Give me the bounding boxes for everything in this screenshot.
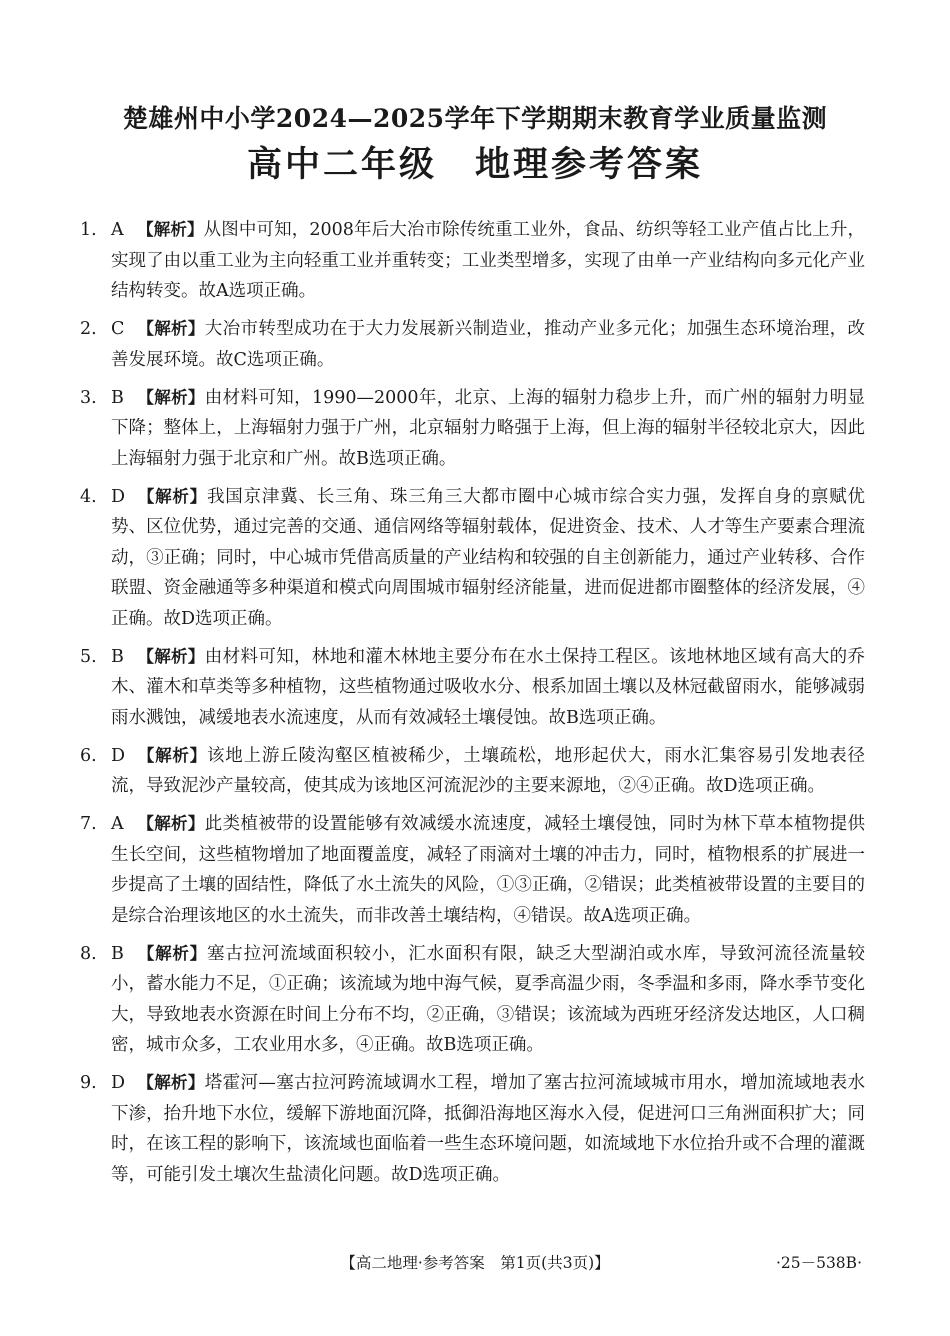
answer-item-7 [80,809,865,931]
question-number: 9. [80,1073,97,1093]
analysis-text: 我国京津冀、长三角、珠三角三大都市圈中心城市综合实力强，发挥自身的禀赋优势、区位优势，通过完善的交通、通信网络等辐射载体，促进资金、技术、人才等生产要素合理流动，③正确；同时，中心城市凭借高质量的产业结构和较强的自主创新能力，通过产业转移、合作联盟、资金融通等多种渠道和模式向周围城市辐射经济能量，进而促进都市圈整体的经济发展，④正确。故D选项正确。 [111,486,865,629]
answer-choice: B [111,646,124,667]
exam-code: ·25－538B· [775,1254,862,1272]
analysis-tag: 【解析】 [137,814,205,833]
answer-item-3 [80,383,865,475]
question-number: 7. [80,814,97,834]
analysis-tag: 【解析】 [137,943,207,963]
grade-label: 高中二年级 [246,144,437,185]
analysis-text: 由材料可知，1990—2000年，北京、上海的辐射力稳步上升，而广州的辐射力明显下降；整体上，上海辐射力强于广州，北京辐射力略强于上海，但上海的辐射半径较北京大，因此上海辐射力强于北京和广州。故B选项正确。 [111,387,865,469]
question-number: 4. [80,486,97,507]
question-number: 6. [80,745,97,766]
subject-title [0,143,950,187]
analysis-text: 塔霍河—塞古拉河跨流域调水工程，增加了塞古拉河流域城市用水，增加流域地表水下渗，抬升地下水位，缓解下游地面沉降，抵御沿海地区海水入侵，促进河口三角洲面积扩大；同时，在该工程的影响下，该流域也面临着一些生态环境问题，如流域地下水位抬升或不合理的灌溉等，可能引发土壤次生盐渍化问题。故D选项正确。 [111,1073,866,1185]
answer-choice: B [111,943,124,964]
answer-choice: D [111,745,126,766]
analysis-tag: 【解析】 [137,220,204,239]
question-number: 3. [80,387,97,408]
answer-choice: D [111,1073,126,1093]
analysis-tag: 【解析】 [137,745,207,765]
analysis-tag: 【解析】 [137,1073,205,1092]
exam-title: 楚雄州中小学2024—2025学年下学期期末教育学业质量监测 [122,104,828,133]
question-number: 2. [80,319,97,339]
question-number: 5. [80,646,97,667]
answer-item-9 [80,1068,865,1190]
analysis-text: 大冶市转型成功在于大力发展新兴制造业，推动产业多元化；加强生态环境治理，改善发展环境。故C选项正确。 [111,319,866,370]
page-footer [0,1250,950,1276]
analysis-tag: 【解析】 [137,646,205,666]
analysis-text: 塞古拉河流域面积较小，汇水面积有限，缺乏大型湖泊或水库，导致河流径流量较小，蓄水能力不足，①正确；该流域为地中海气候，夏季高温少雨，冬季温和多雨，降水季节变化大，导致地表水资源在时间上分布不均，②正确，③错误；该流域为西班牙经济发达地区，人口稠密，城市众多，工农业用水多，④正确。故B选项正确。 [111,943,865,1055]
analysis-text: 从图中可知，2008年后大冶市除传统重工业外，食品、纺织等轻工业产值占比上升，实现了由以重工业为主向轻重工业并重转变；工业类型增多，实现了由单一产业结构向多元化产业结构转变。故A选项正确。 [111,220,865,301]
answer-item-4 [80,482,865,635]
page-info: 【高二地理·参考答案 第1页(共3页)】 [340,1254,610,1272]
question-number: 1. [80,220,97,240]
answer-item-6 [80,741,865,802]
answer-choice: C [111,319,125,339]
answer-choice: A [111,814,124,834]
analysis-tag: 【解析】 [137,319,205,338]
answer-list [80,215,865,1198]
analysis-text: 此类植被带的设置能够有效减缓水流速度，减轻土壤侵蚀，同时为林下草本植物提供生长空间，这些植物增加了地面覆盖度，减轻了雨滴对土壤的冲击力，同时，植物根系的扩展进一步提高了土壤的固结性，降低了水土流失的风险，①③正确，②错误；此类植被带设置的主要目的是综合治理该地区的水土流失，而非改善土壤结构，④错误。故A选项正确。 [111,814,866,926]
answer-choice: D [111,486,126,507]
answer-item-2 [80,314,865,375]
answer-choice: B [111,387,124,408]
answer-choice: A [111,220,124,240]
answer-item-5 [80,642,865,734]
analysis-text: 该地上游丘陵沟壑区植被稀少，土壤疏松，地形起伏大，雨水汇集容易引发地表径流，导致泥沙产量较高，使其成为该地区河流泥沙的主要来源地，②④正确。故D选项正确。 [111,745,865,796]
analysis-tag: 【解析】 [137,387,205,407]
analysis-tag: 【解析】 [137,486,207,506]
answer-item-1 [80,215,865,307]
question-number: 8. [80,943,97,964]
subject-label: 地理参考答案 [475,144,704,185]
analysis-text: 由材料可知，林地和灌木林地主要分布在水土保持工程区。该地林地区域有高大的乔木、灌木和草类等多种植物，这些植物通过吸收水分、根系加固土壤以及林冠截留雨水，能够减弱雨水溅蚀，减缓地表水流速度，从而有效减轻土壤侵蚀。故B选项正确。 [111,646,866,728]
answer-item-8 [80,939,865,1061]
